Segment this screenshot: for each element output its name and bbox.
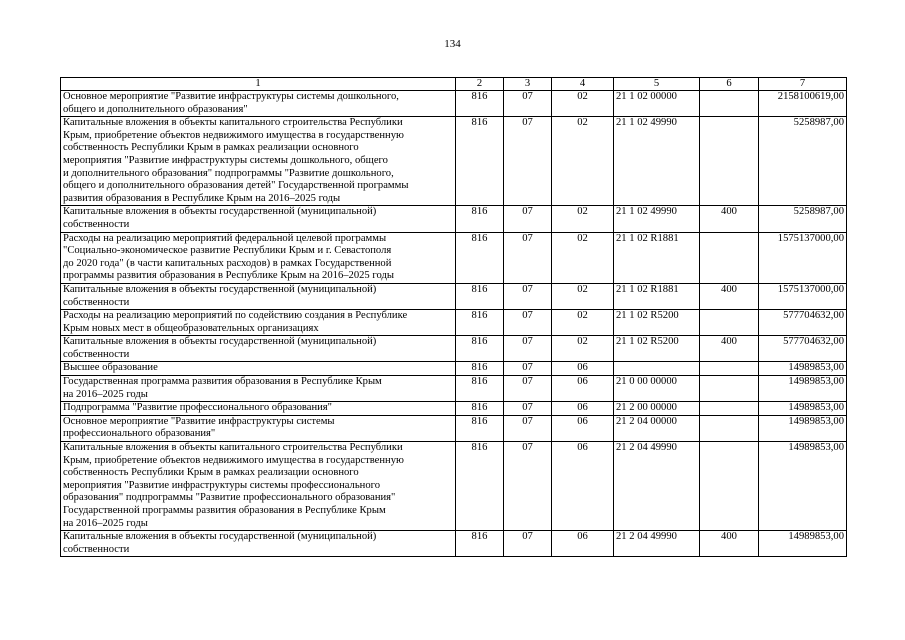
ministry-code-cell: 816	[456, 232, 504, 283]
ministry-code-cell: 816	[456, 362, 504, 376]
target-article-cell: 21 2 04 49990	[614, 442, 700, 531]
expense-name-cell: Расходы на реализацию мероприятий по содействию создания в Республике Крым новых мест в общеобразовательных организациях	[61, 310, 456, 336]
section-code-cell: 07	[504, 402, 552, 416]
target-article-cell: 21 2 00 00000	[614, 402, 700, 416]
subsection-code-cell: 02	[552, 232, 614, 283]
ministry-code-cell: 816	[456, 206, 504, 232]
target-article-cell: 21 0 00 00000	[614, 376, 700, 402]
amount-cell: 5258987,00	[759, 206, 847, 232]
ministry-code-cell: 816	[456, 442, 504, 531]
amount-cell: 1575137000,00	[759, 232, 847, 283]
expense-name-cell: Основное мероприятие "Развитие инфраструктуры системы дошкольного, общего и дополнительного образования"	[61, 91, 456, 117]
expense-type-cell: 400	[700, 283, 759, 309]
section-code-cell: 07	[504, 415, 552, 441]
table-row	[61, 206, 847, 232]
ministry-code-cell: 816	[456, 376, 504, 402]
target-article-cell: 21 1 02 49990	[614, 117, 700, 206]
subsection-code-cell: 06	[552, 531, 614, 557]
ministry-code-cell: 816	[456, 402, 504, 416]
expense-name-cell: Капитальные вложения в объекты государственной (муниципальной) собственности	[61, 206, 456, 232]
section-code-cell: 07	[504, 283, 552, 309]
amount-cell: 14989853,00	[759, 531, 847, 557]
table-row	[61, 415, 847, 441]
table-body	[61, 91, 847, 557]
col-header-7: 7	[759, 78, 847, 91]
expense-name-cell: Государственная программа развития образования в Республике Крым на 2016–2025 годы	[61, 376, 456, 402]
expense-name-cell: Подпрограмма "Развитие профессионального образования"	[61, 402, 456, 416]
amount-cell: 577704632,00	[759, 310, 847, 336]
subsection-code-cell: 02	[552, 310, 614, 336]
expense-name-cell: Расходы на реализацию мероприятий федеральной целевой программы "Социально-экономическое развитие Республики Крым и г. Севастополя до 2020 года" (в части капитальных расходов) в рамках Государственной программы развития образования в Республике Крым на 2016–2025 годы	[61, 232, 456, 283]
expense-type-cell: 400	[700, 336, 759, 362]
amount-cell: 2158100619,00	[759, 91, 847, 117]
section-code-cell: 07	[504, 531, 552, 557]
table-row	[61, 376, 847, 402]
amount-cell: 14989853,00	[759, 402, 847, 416]
subsection-code-cell: 02	[552, 336, 614, 362]
table-row	[61, 336, 847, 362]
table-row	[61, 442, 847, 531]
target-article-cell: 21 1 02 R5200	[614, 336, 700, 362]
section-code-cell: 07	[504, 310, 552, 336]
page-number: 134	[444, 38, 461, 50]
amount-cell: 14989853,00	[759, 362, 847, 376]
subsection-code-cell: 02	[552, 206, 614, 232]
expense-type-cell: 400	[700, 531, 759, 557]
table-row	[61, 362, 847, 376]
table-row	[61, 117, 847, 206]
subsection-code-cell: 06	[552, 376, 614, 402]
section-code-cell: 07	[504, 376, 552, 402]
col-header-1: 1	[61, 78, 456, 91]
ministry-code-cell: 816	[456, 415, 504, 441]
subsection-code-cell: 06	[552, 442, 614, 531]
subsection-code-cell: 02	[552, 117, 614, 206]
expense-type-cell	[700, 310, 759, 336]
target-article-cell: 21 2 04 49990	[614, 531, 700, 557]
expense-name-cell: Капитальные вложения в объекты капитального строительства Республики Крым, приобретение объектов недвижимого имущества в государственную собственность Республики Крым в рамках реализации основного мероприятия "Развитие инфраструктуры системы профессионального образования" подпрограммы "Развитие профессионального образования" Государственной программы развития образования в Республике Крым на 2016–2025 годы	[61, 442, 456, 531]
expense-type-cell	[700, 232, 759, 283]
ministry-code-cell: 816	[456, 91, 504, 117]
subsection-code-cell: 06	[552, 362, 614, 376]
target-article-cell: 21 1 02 R1881	[614, 283, 700, 309]
expense-type-cell	[700, 117, 759, 206]
expense-name-cell: Высшее образование	[61, 362, 456, 376]
amount-cell: 14989853,00	[759, 442, 847, 531]
expense-type-cell	[700, 376, 759, 402]
expense-type-cell: 400	[700, 206, 759, 232]
table-row	[61, 310, 847, 336]
table-row	[61, 402, 847, 416]
amount-cell: 14989853,00	[759, 376, 847, 402]
col-header-3: 3	[504, 78, 552, 91]
table-row	[61, 283, 847, 309]
expense-name-cell: Основное мероприятие "Развитие инфраструктуры системы профессионального образования"	[61, 415, 456, 441]
section-code-cell: 07	[504, 442, 552, 531]
section-code-cell: 07	[504, 206, 552, 232]
expense-type-cell	[700, 91, 759, 117]
target-article-cell: 21 1 02 49990	[614, 206, 700, 232]
amount-cell: 14989853,00	[759, 415, 847, 441]
expense-type-cell	[700, 442, 759, 531]
expense-name-cell: Капитальные вложения в объекты капитального строительства Республики Крым, приобретение объектов недвижимого имущества в государственную собственность Республики Крым в рамках реализации основного мероприятия "Развитие инфраструктуры системы дошкольного, общего и дополнительного образования" подпрограммы "Развитие дошкольного, общего и дополнительного образования детей" Государственной программы развития образования в Республике Крым на 2016–2025 годы	[61, 117, 456, 206]
subsection-code-cell: 06	[552, 415, 614, 441]
subsection-code-cell: 02	[552, 283, 614, 309]
table-row	[61, 91, 847, 117]
col-header-6: 6	[700, 78, 759, 91]
ministry-code-cell: 816	[456, 283, 504, 309]
target-article-cell: 21 1 02 R5200	[614, 310, 700, 336]
expense-type-cell	[700, 415, 759, 441]
col-header-5: 5	[614, 78, 700, 91]
target-article-cell: 21 1 02 00000	[614, 91, 700, 117]
expense-name-cell: Капитальные вложения в объекты государственной (муниципальной) собственности	[61, 336, 456, 362]
target-article-cell: 21 2 04 00000	[614, 415, 700, 441]
amount-cell: 5258987,00	[759, 117, 847, 206]
target-article-cell: 21 1 02 R1881	[614, 232, 700, 283]
section-code-cell: 07	[504, 91, 552, 117]
table-row	[61, 232, 847, 283]
ministry-code-cell: 816	[456, 531, 504, 557]
expense-name-cell: Капитальные вложения в объекты государственной (муниципальной) собственности	[61, 531, 456, 557]
col-header-2: 2	[456, 78, 504, 91]
col-header-4: 4	[552, 78, 614, 91]
amount-cell: 577704632,00	[759, 336, 847, 362]
amount-cell: 1575137000,00	[759, 283, 847, 309]
section-code-cell: 07	[504, 232, 552, 283]
ministry-code-cell: 816	[456, 336, 504, 362]
header-row	[61, 78, 847, 91]
section-code-cell: 07	[504, 336, 552, 362]
target-article-cell	[614, 362, 700, 376]
section-code-cell: 07	[504, 117, 552, 206]
expense-type-cell	[700, 402, 759, 416]
budget-table	[60, 77, 847, 557]
expense-name-cell: Капитальные вложения в объекты государственной (муниципальной) собственности	[61, 283, 456, 309]
subsection-code-cell: 06	[552, 402, 614, 416]
expense-type-cell	[700, 362, 759, 376]
section-code-cell: 07	[504, 362, 552, 376]
subsection-code-cell: 02	[552, 91, 614, 117]
table-row	[61, 531, 847, 557]
ministry-code-cell: 816	[456, 310, 504, 336]
ministry-code-cell: 816	[456, 117, 504, 206]
